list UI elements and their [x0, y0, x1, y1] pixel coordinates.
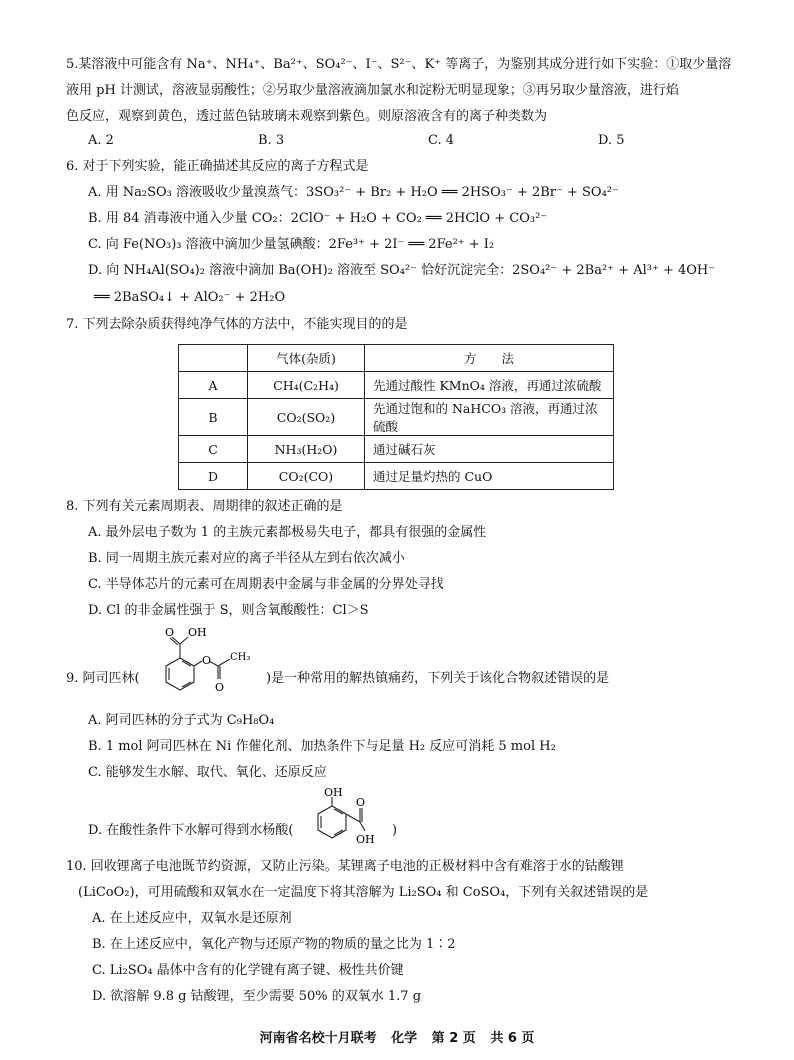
q5-option-d: D. 5: [598, 133, 625, 148]
q6-option-d-line-1: D. 向 NH₄Al(SO₄)₂ 溶液中滴加 Ba(OH)₂ 溶液至 SO₄²⁻ 恰好沉淀完全：2SO₄²⁻ + 2Ba²⁺ + Al³⁺ + 4OH⁻: [88, 263, 716, 278]
row-label: D: [179, 463, 248, 490]
row-gas: CO₂(SO₂): [248, 399, 365, 436]
page-footer: [0, 1027, 794, 1046]
table-row: [179, 372, 614, 399]
footer-exam-name: 河南省名校十月联考: [259, 1031, 377, 1046]
row-label: B: [179, 399, 248, 436]
q8-option-a: A. 最外层电子数为 1 的主族元素都极易失电子，都具有很强的金属性: [88, 525, 487, 540]
impurity-table: [178, 344, 614, 490]
q8-stem: 8. 下列有关元素周期表、周期律的叙述正确的是: [66, 499, 343, 514]
q10-line-1: 10. 回收锂离子电池既节约资源，又防止污染。某锂离子电池的正极材料中含有难溶于水的钴酸锂: [66, 859, 624, 874]
q9-stem-prefix: 9. 阿司匹林(: [66, 671, 140, 686]
table-header-method: 方 法: [365, 345, 614, 372]
q10-option-d: D. 欲溶解 9.8 g 钴酸锂，至少需要 50% 的双氧水 1.7 g: [92, 989, 422, 1004]
salicylic-acid-structure: [310, 786, 390, 850]
row-gas: CH₄(C₂H₄): [248, 372, 365, 399]
q5-line-2: 液用 pH 计测试，溶液显弱酸性；②另取少量溶液滴加氯水和淀粉无明显现象；③再另取少量溶液，进行焰: [66, 83, 679, 98]
q6-option-b: B. 用 84 消毒液中通入少量 CO₂：2ClO⁻ + H₂O + CO₂ ══ 2HClO + CO₃²⁻: [88, 211, 548, 226]
row-gas: CO₂(CO): [248, 463, 365, 490]
footer-subject: 化学: [391, 1031, 418, 1046]
q8-option-c: C. 半导体芯片的元素可在周期表中金属与非金属的分界处寻找: [88, 577, 444, 592]
q5-option-a: A. 2: [88, 133, 114, 148]
q7-stem: 7. 下列去除杂质获得纯净气体的方法中，不能实现目的的是: [66, 317, 408, 332]
q10-option-b: B. 在上述反应中，氧化产物与还原产物的物质的量之比为 1∶2: [92, 937, 456, 952]
q5-option-b: B. 3: [258, 133, 285, 148]
q6-option-c: C. 向 Fe(NO₃)₃ 溶液中滴加少量氢碘酸：2Fe³⁺ + 2I⁻ ══ 2Fe²⁺ + I₂: [88, 237, 495, 252]
table-row: [179, 436, 614, 463]
q10-line-2: (LiCoO₂)，可用硫酸和双氧水在一定温度下将其溶解为 Li₂SO₄ 和 CoSO₄，下列有关叙述错误的是: [78, 885, 649, 900]
table-header-blank: [179, 345, 248, 372]
aspirin-carbonyl-o-label: O: [165, 626, 175, 639]
footer-total-pages: 共 6 页: [490, 1031, 535, 1046]
table-row: [179, 463, 614, 490]
salicylic-carbonyl-o-label: O: [356, 796, 366, 809]
row-label: A: [179, 372, 248, 399]
row-label: C: [179, 436, 248, 463]
table-header-row: [179, 345, 614, 372]
q9-stem-suffix: )是一种常用的解热镇痛药，下列关于该化合物叙述错误的是: [266, 671, 610, 686]
q9-option-a: A. 阿司匹林的分子式为 C₉H₈O₄: [88, 713, 275, 728]
q5-line-3: 色反应，观察到黄色，透过蓝色钴玻璃未观察到紫色。则原溶液含有的离子种类数为: [66, 109, 548, 124]
q8-option-b: B. 同一周期主族元素对应的离子半径从左到右依次减小: [88, 551, 405, 566]
aspirin-ch3-label: CH₃: [230, 652, 251, 663]
q6-stem: 6. 对于下列实验，能正确描述其反应的离子方程式是: [66, 159, 369, 174]
q9-option-b: B. 1 mol 阿司匹林在 Ni 作催化剂、加热条件下与足量 H₂ 反应可消耗 5 mol H₂: [88, 739, 556, 754]
aspirin-ester-o-label: O: [202, 654, 212, 667]
q9-option-d-suffix: ): [392, 823, 398, 838]
q9-option-d-prefix: D. 在酸性条件下水解可得到水杨酸(: [88, 823, 294, 838]
q6-option-a: A. 用 Na₂SO₃ 溶液吸收少量溴蒸气：3SO₃²⁻ + Br₂ + H₂O ══ 2HSO₃⁻ + 2Br⁻ + SO₄²⁻: [88, 185, 619, 200]
q8-option-d: D. Cl 的非金属性强于 S，则含氧酸酸性：Cl＞S: [88, 603, 369, 618]
aspirin-oh-label: OH: [188, 626, 207, 639]
q10-option-a: A. 在上述反应中，双氧水是还原剂: [92, 911, 292, 926]
table-row: [179, 399, 614, 436]
aspirin-acetyl-o-label: O: [215, 681, 225, 694]
aspirin-structure: [150, 624, 275, 696]
row-gas: NH₃(H₂O): [248, 436, 365, 463]
salicylic-phenol-oh-label: OH: [324, 786, 343, 799]
q6-option-d-line-2: ══ 2BaSO₄↓ + AlO₂⁻ + 2H₂O: [94, 290, 286, 305]
salicylic-carboxyl-oh-label: OH: [356, 833, 375, 846]
footer-page-number: 第 2 页: [431, 1031, 476, 1046]
row-method: 先通过酸性 KMnO₄ 溶液，再通过浓硫酸: [365, 372, 614, 399]
row-method: 通过碱石灰: [365, 436, 614, 463]
q9-option-c: C. 能够发生水解、取代、氧化、还原反应: [88, 765, 327, 780]
q5-option-c: C. 4: [428, 133, 455, 148]
q10-option-c: C. Li₂SO₄ 晶体中含有的化学键有离子键、极性共价键: [92, 963, 404, 978]
table-header-gas: 气体(杂质): [248, 345, 365, 372]
row-method: 先通过饱和的 NaHCO₃ 溶液，再通过浓硫酸: [365, 399, 614, 436]
row-method: 通过足量灼热的 CuO: [365, 463, 614, 490]
q5-line-1: 5.某溶液中可能含有 Na⁺、NH₄⁺、Ba²⁺、SO₄²⁻、I⁻、S²⁻、K⁺ 等离子，为鉴别其成分进行如下实验：①取少量溶: [66, 57, 732, 72]
q5-options: [88, 132, 728, 150]
